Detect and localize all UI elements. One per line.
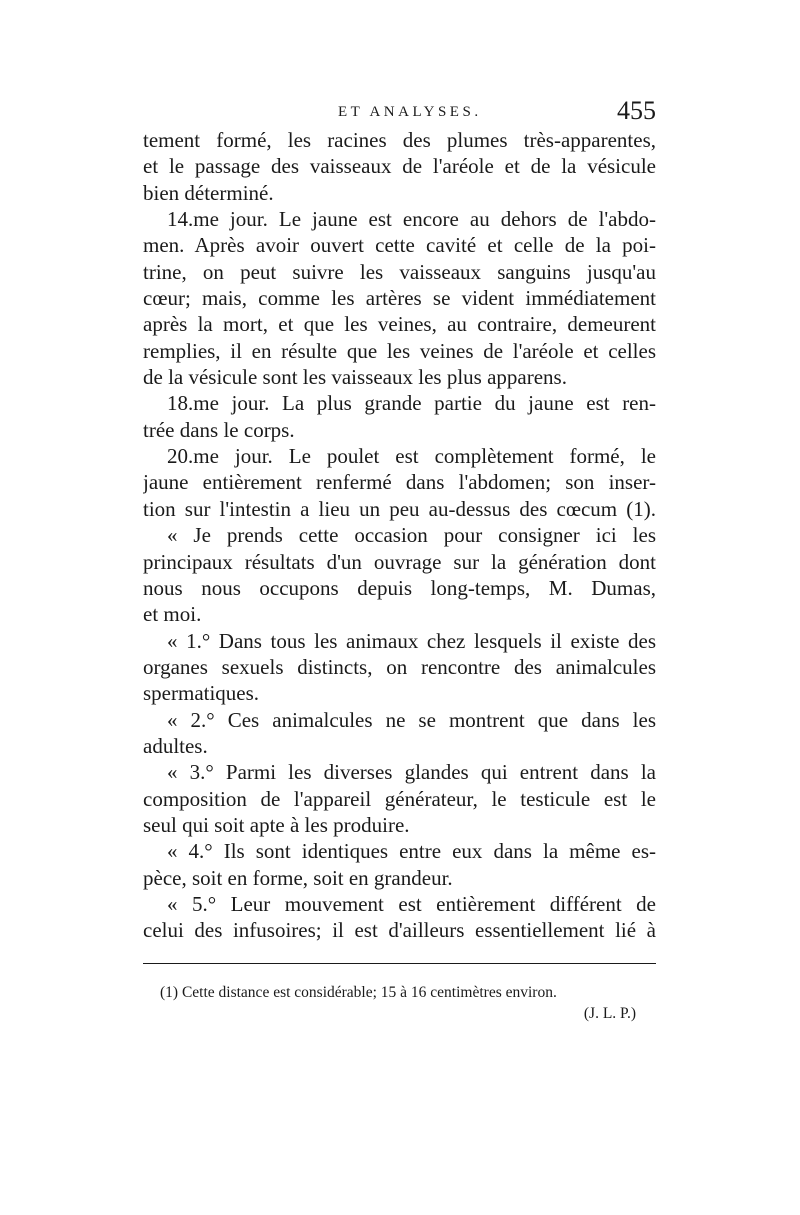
text-line: pèce, soit en forme, soit en grandeur. — [143, 865, 453, 890]
text-line: « Je prends cette occasion pour consigner ici les — [167, 523, 656, 548]
text-line: tion sur l'intestin a lieu un peu au-dessus des cœcum (1). — [143, 496, 656, 521]
text-line: principaux résultats d'un ouvrage sur la génération dont — [143, 549, 656, 574]
text-line: après la mort, et que les veines, au contraire, demeurent — [143, 312, 656, 337]
body-text — [143, 127, 656, 944]
text-line: adultes. — [143, 733, 208, 758]
page-number: 455 — [617, 96, 656, 125]
text-line: « 4.° Ils sont identiques entre eux dans la même es- — [167, 839, 656, 864]
footnote-text: (1) Cette distance est considérable; 15 à 16 centimètres environ. — [160, 984, 557, 1001]
text-line: 14.me jour. Le jaune est encore au dehors de l'abdo- — [167, 207, 656, 232]
text-line: trée dans le corps. — [143, 417, 295, 442]
text-line: nous nous occupons depuis long-temps, M. Dumas, — [143, 575, 656, 600]
text-line: spermatiques. — [143, 681, 260, 706]
text-line: tement formé, les racines des plumes très-apparentes, — [143, 128, 656, 152]
text-line: cœur; mais, comme les artères se vident immédiatement — [143, 286, 656, 311]
text-line: « 3.° Parmi les diverses glandes qui entrent dans la — [167, 760, 656, 785]
text-line: « 5.° Leur mouvement est entièrement différent de — [167, 891, 656, 916]
text-line: celui des infusoires; il est d'ailleurs essentiellement lié à — [143, 918, 656, 943]
running-head — [143, 96, 656, 130]
text-line: men. Après avoir ouvert cette cavité et celle de la poi- — [143, 233, 656, 258]
text-line: jaune entièrement renfermé dans l'abdomen; son inser- — [143, 470, 656, 495]
running-head-title: ET ANALYSES. — [338, 104, 482, 120]
text-line: bien déterminé. — [143, 180, 274, 205]
text-line: et moi. — [143, 602, 202, 627]
text-line: « 1.° Dans tous les animaux chez lesquels il existe des — [167, 628, 656, 653]
text-line: organes sexuels distincts, on rencontre des animalcules — [143, 654, 656, 679]
text-line: et le passage des vaisseaux de l'aréole et de la vésicule — [143, 154, 656, 179]
text-line: remplies, il en résulte que les veines de l'aréole et celles — [143, 338, 656, 363]
text-line: seul qui soit apte à les produire. — [143, 812, 410, 837]
text-line: trine, on peut suivre les vaisseaux sanguins jusqu'au — [143, 259, 656, 284]
footnote-separator-rule — [143, 963, 656, 964]
text-line: 18.me jour. La plus grande partie du jaune est ren- — [167, 391, 656, 416]
text-line: 20.me jour. Le poulet est complètement formé, le — [167, 444, 656, 469]
text-line: « 2.° Ces animalcules ne se montrent que dans les — [167, 707, 656, 732]
footnote — [160, 982, 656, 1024]
footnote-signature: (J. L. P.) — [583, 1005, 636, 1022]
text-line: de la vésicule sont les vaisseaux les plus apparens. — [143, 365, 567, 390]
text-line: composition de l'appareil générateur, le testicule est le — [143, 786, 656, 811]
